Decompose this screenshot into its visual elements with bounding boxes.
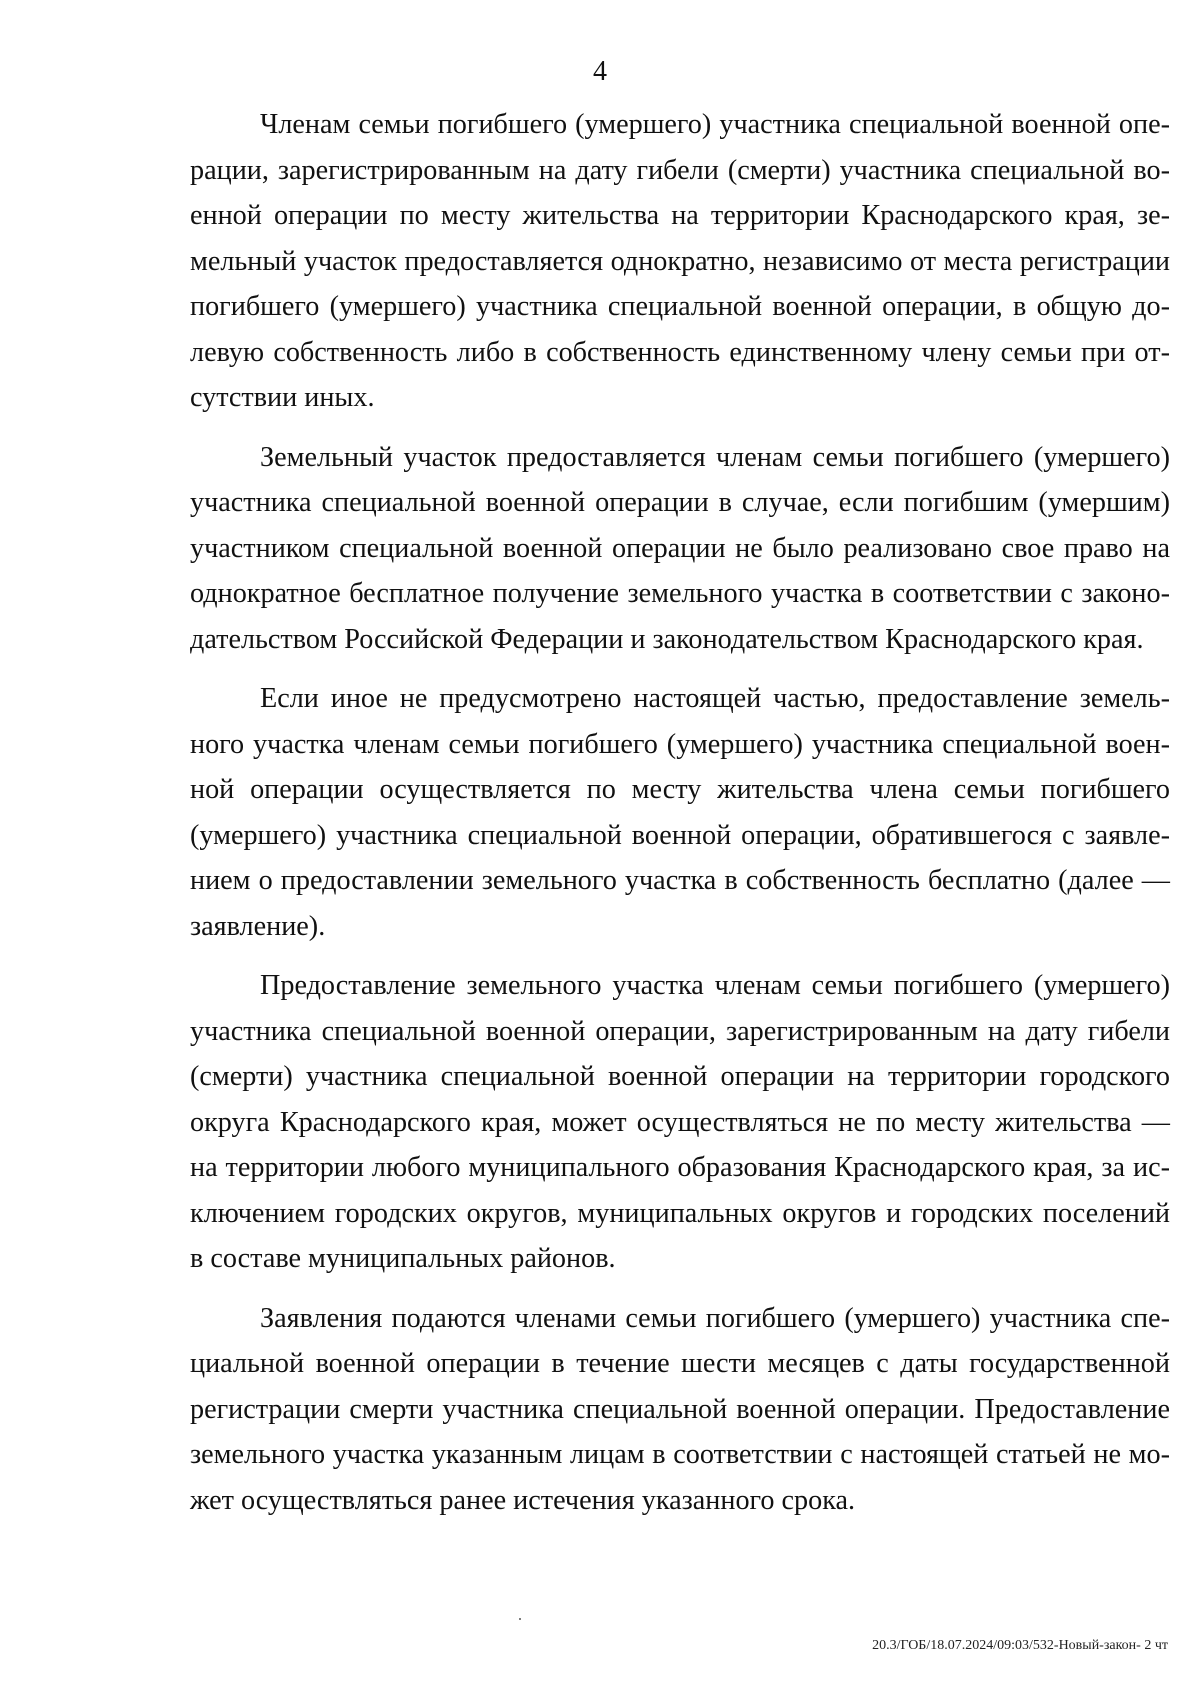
paragraph: Если иное не предусмотрено настоящей частью, предоставление земельного участка членам семьи погибшего (умершего) участника специальной военной операции осуществляется по месту жительства члена семьи погибшего (умершего) участника специальной военной операции, обратившегося с заявлением о предоставлении земельного участка в собственность бесплатно (далее — заявление). [190,683,1170,942]
page-number: 4 [593,56,607,87]
footer-document-code: 20.3/ГОБ/18.07.2024/09:03/532-Новый-закон- 2 чт [872,1638,1168,1653]
paragraph: Членам семьи погибшего (умершего) участника специальной военной операции, зарегистрированным на дату гибели (смерти) участника специальной военной операции по месту жительства на территории Краснодарского края, земельный участок предоставляется однократно, независимо от места регистрации погибшего (умершего) участника специальной военной операции, в общую долевую собственность либо в собственность единственному члену семьи при отсутствии иных. [190,109,1170,413]
scan-speck [519,1618,521,1620]
paragraph: Земельный участок предоставляется членам семьи погибшего (умершего) участника специальной военной операции в случае, если погибшим (умершим) участником специальной военной операции не было реализовано свое право на однократное бесплатное получение земельного участка в соответствии с законодательством Российской Федерации и законодательством Краснодарского края. [190,441,1170,655]
paragraph: Заявления подаются членами семьи погибшего (умершего) участника специальной военной операции в течение шести месяцев с даты государственной регистрации смерти участника специальной военной операции. Предоставление земельного участка указанным лицам в соответствии с настоящей статьей не может осуществляться ранее истечения указанного срока. [190,1302,1170,1516]
paragraph: Предоставление земельного участка членам семьи погибшего (умершего) участника специальной военной операции, зарегистрированным на дату гибели (смерти) участника специальной военной операции на территории городского округа Краснодарского края, может осуществляться не по месту жительства — на территории любого муниципального образования Краснодарского края, за исключением городских округов, муниципальных округов и городских поселений в составе муниципальных районов. [190,970,1170,1274]
document-body [190,102,1170,1537]
